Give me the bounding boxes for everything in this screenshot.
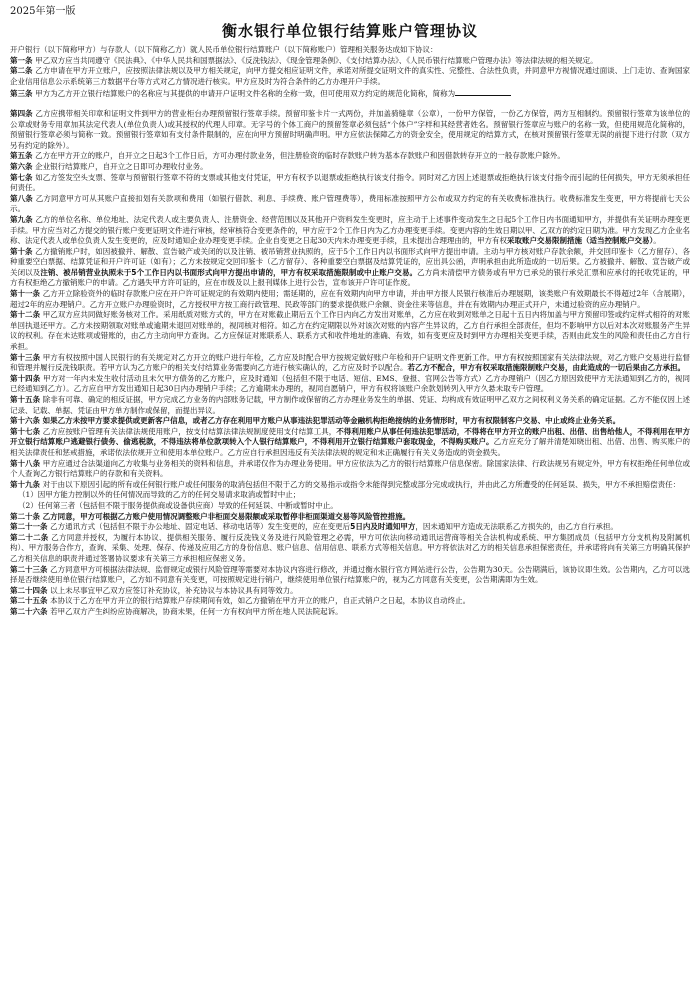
clause-tail: ，因未通知甲方造成无法联系乙方损失的，由乙方自行承担。 — [415, 522, 618, 532]
clause-text: 甲方对一年内未发生收付活动且未欠甲方债务的乙方账户，应及时通知（包括但不限于电话、短信、EMS、登报、官网公告等方式）乙方办理销户（因乙方原因致使甲方无法通知到乙方的，视同已经通知到乙方）。乙方应自甲方发出通知日起30日内办理销户手续；乙方逾期未办理的，视同自愿销户，甲方有权将该账户余款划转列入甲方久悬未取专户管理。 — [10, 373, 690, 394]
clause-paragraph — [10, 162, 690, 173]
clause-number: 第二条 — [10, 66, 36, 76]
clause-text: 乙方同意甲方可根据法律法规、监督规定或银行风险管理等需要对本协议内容进行修改，并通过衡水银行官方网站进行公告，公告期为30天。公告期满后，该协议即生效。公告期内，乙方可以选择是否继续使用单位银行结算账户，乙方如不同意有关变更，可按照规定进行销户，继续使用单位银行结算账户的，视为乙方同意有关变更，公告期满即为生效。 — [10, 564, 690, 585]
clause-text: 企业银行结算账户，自开立之日即可办理收付业务。 — [35, 161, 208, 171]
clause-text: 甲乙双方应当共同遵守《民法典》、《中华人民共和国票据法》、《反洗钱法》、《现金管理条例》、《支付结算办法》、《人民币银行结算账户管理办法》等法律法规的相关规定。 — [35, 55, 598, 65]
clause-number: 第七条 — [10, 172, 36, 182]
clause-paragraph — [10, 416, 690, 427]
spacer — [10, 100, 690, 109]
clause-number: 第一条 — [10, 55, 36, 65]
clause-paragraph — [10, 151, 690, 162]
clause-number: 第十三条 — [10, 352, 43, 362]
clause-emphasis: 乙方同意，甲方可根据乙方账户使用情况调整账户非柜面交易限额或采取暂停非柜面渠道交易等风险管控措施。 — [42, 511, 411, 521]
clause-number: 第十九条 — [10, 479, 43, 489]
clause-text: 乙方同意并授权，为履行本协议、提供相关服务、履行反洗钱义务及进行风险管理之必需，甲方可依法向移动通讯运营商等相关合法机构或系统、甲方集团成员（包括甲方分支机构及附属机构）、甲方服务合作方，查询、采集、处理、保存、传递及应用乙方的身份信息、账户信息、信用信息、联系方式等相关信息。甲方将依法对乙方的相关信息承担保密责任，并承诺将向有关第三方明确其保护乙方相关信息的职责并通过签署协议要求有关第三方承担相应保密义务。 — [10, 532, 690, 563]
clause-paragraph — [10, 533, 690, 565]
clause-number: 第十五条 — [10, 395, 43, 404]
clause-paragraph — [10, 596, 690, 607]
clause-number: 第九条 — [10, 214, 36, 224]
clause-number: 第六条 — [10, 161, 36, 171]
clause-number: 第十六条 — [10, 416, 43, 426]
clause-text: 乙方应按账户管理有关法律法规使用账户，按支付结算法律法规制度使用支付结算工具， — [42, 426, 337, 436]
clause-number: 第二十五条 — [10, 596, 51, 606]
clause-paragraph — [10, 395, 690, 416]
clause-number: 第二十条 — [10, 511, 43, 521]
clause-paragraph — [10, 512, 690, 523]
clause-paragraph — [10, 480, 690, 491]
clause-paragraph — [10, 607, 690, 618]
clause-paragraph — [10, 522, 690, 533]
clause-number: 第八条 — [10, 193, 36, 203]
clause-tail: 乙方应充分了解并清楚知晓出租、出借、出售、购买账户的相关法律责任和惩戒措施，承诺依法依规开立和使用本单位账户。乙方应自行承担因违反有关法律法规的规定和未正确履行有关义务造成的资金损失。 — [10, 437, 690, 457]
clause-text: 本协议于乙方在甲方开立的银行结算账户存续期间有效，如乙方撤销在甲方开立的账户，自正式销户之日起，本协议自动终止。 — [50, 596, 471, 606]
clause-number: 第二十一条 — [10, 522, 51, 532]
clause-paragraph — [10, 215, 690, 247]
clause-text: 乙方开立除验资外的临时存款账户应在开户许可证规定的有效期内使用；需延期的，应在有效期内向甲方申请，并由甲方报人民银行核准后办理展期，该类账户有效期最长不得超过2年（含展期），超过2年的应办理销户。乙方开立账户办理验资时，乙方授权甲方按工商行政管理、民政等部门的要求提供账户余额、资金往来等信息，并在有效期内办理正式开户，未通过验资的应办理销户。 — [10, 289, 690, 309]
clause-number: 第二十三条 — [10, 564, 51, 574]
clause-emphasis: 若乙方不配合，甲方有权采取措施限制账户交易，由此造成的一切后果由乙方承担。 — [407, 363, 685, 373]
clause-text: 甲方有权按照中国人民银行的有关规定对乙方开立的账户进行年检，乙方应及时配合甲方按规定做好账户年检和开户证明文件更新工作。甲方有权按照国家有关法律法规，对乙方账户交易进行监督和管理并履行反洗钱职责。若甲方认为乙方账户的相关支付结算业务需要向乙方进行核实确认的，乙方应及时予以配合。 — [10, 352, 690, 373]
page-title: 衡水银行单位银行结算账户管理协议 — [221, 22, 478, 40]
clause-number: 第四条 — [10, 108, 36, 118]
clause-text: 甲方为乙方开立银行结算账户的名称应与其提供的申请开户证明文件名称的全称一致，但可使用双方约定的规范化简称，简称为 — [35, 89, 456, 99]
clause-paragraph — [10, 173, 690, 194]
clause-number: 第十八条 — [10, 458, 43, 468]
clause-paragraph — [10, 353, 690, 374]
clause-number: 第二十二条 — [10, 532, 52, 542]
intro-paragraph: 开户银行（以下简称甲方）与存款人（以下简称乙方）就人民币单位银行结算账户（以下简称账户）管理相关服务达成如下协议： — [10, 45, 438, 54]
edition-label: 2025年第一版 — [10, 6, 76, 17]
clause-number: 第十一条 — [10, 289, 43, 299]
clause-tail: 。 — [653, 236, 661, 246]
clause-text: 乙方撤销账户时，如因被撤并、解散、宣告破产或关闭的以及注销、被吊销营业执照的，应于5个工作日内以书面形式向甲方提出申请。主动与甲方核对账户存款余额，并交回印鉴卡（乙方留存）、各种重要空白票据、结算凭证和开户许可证（如有）；乙方未按规定交回印鉴卡（乙方留存）、各种重要空白票据及结算凭证的，应出具公函，声明承担由此所造成的一切后果。乙方被撤并、解散、宣告破产或关闭以及 — [10, 246, 690, 277]
clause-paragraph — [10, 427, 690, 459]
clause-paragraph — [10, 565, 690, 586]
clause-text: 乙方的单位名称、单位地址、法定代表人或主要负责人、注册资金、经营范围以及其他开户资料发生变更时，应主动于上述事件变动发生之日起5个工作日内书面通知甲方，并提供有关证明办理变更手续。甲方应当对乙方提交的银行账户变更证明文件进行审核，经审核符合变更条件的，甲方应于2个工作日内为乙方办理变更手续。变更内容的生效日期以甲、乙双方的约定日期为准。甲方发现乙方企业名称、法定代表人或单位负责人发生变更的，应及时通知企业办理变更手续。企业自变更之日起30天内未办理变更手续，且未提出合理理由的，甲方有权 — [10, 214, 690, 246]
clause-number: 第五条 — [10, 151, 36, 161]
clause-text: 如乙方签发空头支票、签章与预留银行签章不符的支票或其他支付凭证，甲方有权予以退票或拒绝执行该支付指令。同时对乙方因上述退票或拒绝执行该支付指令而引起的任何损失，甲方无须承担任何责任。 — [10, 172, 690, 193]
clause-text: 乙方申请在甲方开立账户，应按照法律法规以及甲方相关规定，向甲方提交相应证明文件，承诺对所提交证明文件的真实性、完整性、合法性负责，并同意甲方视情况通过面谈、上门走访、查询国家企业信用信息公示系统第三方数据平台等方式对乙方情况进行核实。甲方应及时为符合条件的乙方办理开户手续。 — [10, 66, 690, 86]
sub-item: （2）任何第三者（包括但不限于服务提供商或设备供应商）导致的任何延误、中断或暂时中止。 — [18, 500, 338, 510]
clause-paragraph — [10, 310, 690, 352]
clause-number: 第十条 — [10, 246, 36, 256]
clause-text: 乙方应携带相关印章和证明文件到甲方的营业柜台办理预留银行签章手续。预留印鉴卡片一式两份，并加盖骑缝章（公章），一份甲方保管，一份乙方保管，两方互相制约。预留银行签章为该单位的公章或财务专用章加其法定代表人(单位负责人)或其授权的代理人印章。无字号的个体工商户的预留签章必须包括“个体户”字样和其经营者姓名。预留银行签章应与账户的名称一致，但使用规范化简称的，预留银行签章必须与简称一致。预留银行签章如有支付条件限制的，应在向甲方预留时明确声明。甲方应依法保障乙方的资金安全，使用规定的结算方式，在核对预留银行签章无误的前提下进行付款（双方另有约定的除外）。 — [10, 108, 690, 150]
clause-emphasis: 如果乙方未按甲方要求提供或更新客户信息，或者乙方存在利用甲方账户从事违法犯罪活动等金融机构拒绝接纳的业务情形时，甲方有权限制客户交易、中止或终止业务关系。 — [42, 416, 621, 426]
clauses-after-list — [10, 512, 690, 618]
clause-paragraph — [10, 289, 690, 310]
clause-text: 除非有可靠、确定的相反证据，甲方完成乙方业务的内部账务记载，甲方制作或保留的乙方办理业务发生的单据、凭证、均构成有效证明甲乙双方之间权利义务关系的确定证据。乙方不能仅因上述记录、记载、单据、凭证由甲方单方制作或保留，而提出异议。 — [10, 395, 690, 415]
clause-paragraph — [10, 66, 690, 87]
clause-text: 若甲乙双方产生纠纷应协商解决，协商未果，任何一方有权向甲方所在地人民法院起诉。 — [50, 606, 343, 616]
clause-paragraph — [10, 374, 690, 395]
clause-paragraph — [10, 87, 690, 100]
clause-number: 第三条 — [10, 89, 36, 99]
clause-number: 第二十六条 — [10, 606, 51, 616]
clause-number: 第十四条 — [10, 373, 43, 383]
clause-text: 以上未尽事宜甲乙双方应签订补充协议，补充协议与本协议具有同等效力。 — [50, 585, 298, 595]
sub-item: （1）因甲方能力控制以外的任何情况而导致的乙方的任何交易请求取消或暂时中止； — [18, 490, 301, 500]
clause-paragraph — [10, 194, 690, 215]
clause-text: 乙方通讯方式（包括但不限于办公地址、固定电话、移动电话等）发生变更的，应在变更后 — [50, 522, 351, 532]
clause-paragraph — [10, 459, 690, 480]
clause-paragraph — [10, 56, 690, 67]
clause-emphasis: 注销、被吊销营业执照未于5个工作日内以书面形式向甲方提出申请的，甲方有权采取措施限制或中止账户交易。 — [40, 267, 418, 277]
clauses-list — [10, 56, 690, 491]
clause-text: 甲方应通过合法渠道向乙方收集与业务相关的资料和信息，并承诺仅作为办理业务使用。甲方应依法为乙方的银行结算账户信息保密。除国家法律、行政法规另有规定外，甲方有权拒绝任何单位或个人查询乙方银行结算账户的存款和有关资料。 — [10, 458, 690, 479]
clause-paragraph — [10, 586, 690, 597]
clause-emphasis: 采取账户交易限制措施（适当控制账户交易） — [507, 236, 654, 246]
clause-emphasis: 5日内及时通知甲方 — [350, 522, 416, 532]
clause-tail: 乙方尚未清偿甲方债务或有甲方已承兑的银行承兑汇票和应承付的托收凭证的，甲方有权拒绝乙方撤销账户的申请。乙方遇失甲方许可证的，应在市级及以上报刊媒体上进行公告，宣布该开户许可证作废。 — [10, 267, 691, 288]
clause-emphasis: 不得利用账户从事任何违法犯罪活动，不得将在甲方开立的账户出租、出借、出售给他人，不得利用在甲方开立银行结算账户逃避银行债务、偷逃税款，不得违法将单位款项转入个人银行结算账户，不得利用开立银行结算账户套取现金，不得购买账户。 — [10, 426, 690, 447]
clause-text: 乙方同意甲方可从其账户直接扣划有关款项和费用（如银行借款、利息、手续费、账户管理费等），费用标准按照甲方公布或双方约定的有关收费标准执行。收费标准发生变更，甲方将提前七天公示。 — [10, 193, 690, 214]
clause-text: 甲乙双方应共同做好账务核对工作。采用纸质对账方式的，甲方在对账截止期后五个工作日内向乙方发出对账单，乙方应在收到对账单之日起十五日内将加盖与甲方预留印签或约定样式相符的对账单回执退还甲方。乙方未按期领取对账单或逾期未退回对账单的，视同核对相符。如乙方在约定期限以外对该次对账的内容产生异议的，乙方自行承担全部责任，但均不影响甲方以后对本次对账服务产生异议的权利。存在未达账项或错账的，由乙方主动向甲方查询。乙方应保证对账联系人、联系方式和收件地址的准确、有效，如有变更应及时到甲方办理相关变更手续，否则由此发生的风险和责任由乙方自行承担。 — [10, 310, 690, 352]
clause-text: 乙方在甲方开立的账户，自开立之日起3个工作日后，方可办理付款业务，但注册验资的临时存款账户转为基本存款账户和因借款转存开立的一般存款账户除外。 — [35, 151, 565, 161]
clause-number: 第二十四条 — [10, 585, 51, 595]
clause-paragraph — [10, 247, 690, 289]
clause-paragraph — [10, 109, 690, 151]
clause-number: 第十七条 — [10, 426, 43, 436]
sub-items-list — [10, 490, 690, 511]
clause-number: 第十二条 — [10, 310, 43, 320]
clause-text: 对于由以下原因引起的所有或任何银行账户或任何服务的取消包括但不限于乙方的交易指示或指令未能得到完整或部分完成或执行，并由此乙方所遭受的任何延误、损失，甲方不承担赔偿责任： — [42, 479, 681, 489]
abbreviation-blank-field[interactable] — [455, 87, 511, 96]
